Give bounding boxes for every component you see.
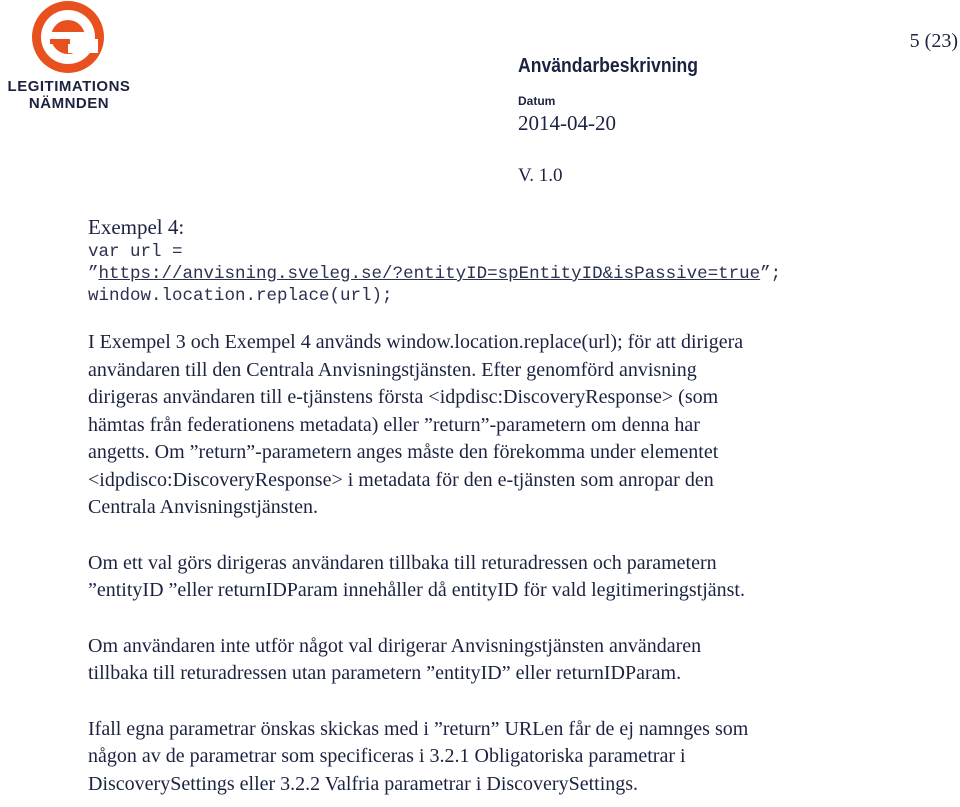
version-number: V. 1.0: [518, 165, 563, 186]
paragraph-custom-parameters: [88, 716, 950, 799]
code-line: var url =: [88, 242, 183, 262]
text-line: Centrala Anvisningstjänsten.: [88, 496, 318, 518]
paragraph-redirect-info: [88, 329, 950, 522]
logo-text-line2: NÄMNDEN: [28, 95, 110, 112]
code-line: window.location.replace(url);: [88, 286, 393, 306]
text-line: DiscoverySettings eller 3.2.2 Valfria parametrar i DiscoverySettings.: [88, 772, 639, 795]
text-line: användaren till den Centrala Anvisningstjänsten. Efter genomförd anvisning: [88, 358, 697, 381]
text-line: hämtas från federationens metadata) eller ”return”-parametern om denna har: [88, 413, 700, 436]
document-title: Användarbeskrivning: [518, 55, 698, 77]
legitimationsnamnden-logo: [4, 0, 134, 112]
text-line: Om användaren inte utför något val dirigerar Anvisningstjänsten användaren: [88, 634, 702, 657]
anvisning-url-link[interactable]: https://anvisning.sveleg.se/?entityID=spEntityID&isPassive=true: [98, 264, 761, 284]
code-block: [88, 241, 950, 307]
document-body: [88, 213, 950, 798]
paragraph-selection-made: [88, 550, 950, 605]
date-value: 2014-04-20: [518, 111, 616, 135]
example-heading: Exempel 4:: [88, 215, 185, 239]
text-line: <idpdisco:DiscoveryResponse> i metadata för den e-tjänsten som anropar den: [88, 468, 714, 491]
text-line: tillbaka till returadressen utan parametern ”entityID” eller returnIDParam.: [88, 662, 682, 684]
text-line: Ifall egna parametrar önskas skickas med i ”return” URLen får de ej namnges som: [88, 717, 749, 740]
text-line: någon av de parametrar som specificeras i 3.2.1 Obligatoriska parametrar i: [88, 745, 686, 767]
code-quote: ”;: [760, 264, 782, 284]
text-line: angetts. Om ”return”-parametern anges måste den förekomma under elementet: [88, 441, 719, 463]
text-line: dirigeras användaren till e-tjänstens första <idpdisc:DiscoveryResponse> (som: [88, 386, 719, 408]
paragraph-no-selection: [88, 633, 950, 688]
logo-text-line1: LEGITIMATIONS: [7, 78, 131, 95]
code-line: [88, 263, 950, 285]
text-line: ”entityID ”eller returnIDParam innehåller då entityID för vald legitimeringstjänst.: [88, 579, 745, 601]
page-number: 5 (23): [909, 30, 958, 52]
date-label: Datum: [518, 94, 556, 108]
text-line: Om ett val görs dirigeras användaren tillbaka till returadressen och parametern: [88, 551, 717, 574]
code-quote: ”: [88, 264, 99, 284]
text-line: I Exempel 3 och Exempel 4 används window.location.replace(url); för att dirigera: [88, 331, 744, 353]
logo-e-icon: [4, 0, 134, 80]
